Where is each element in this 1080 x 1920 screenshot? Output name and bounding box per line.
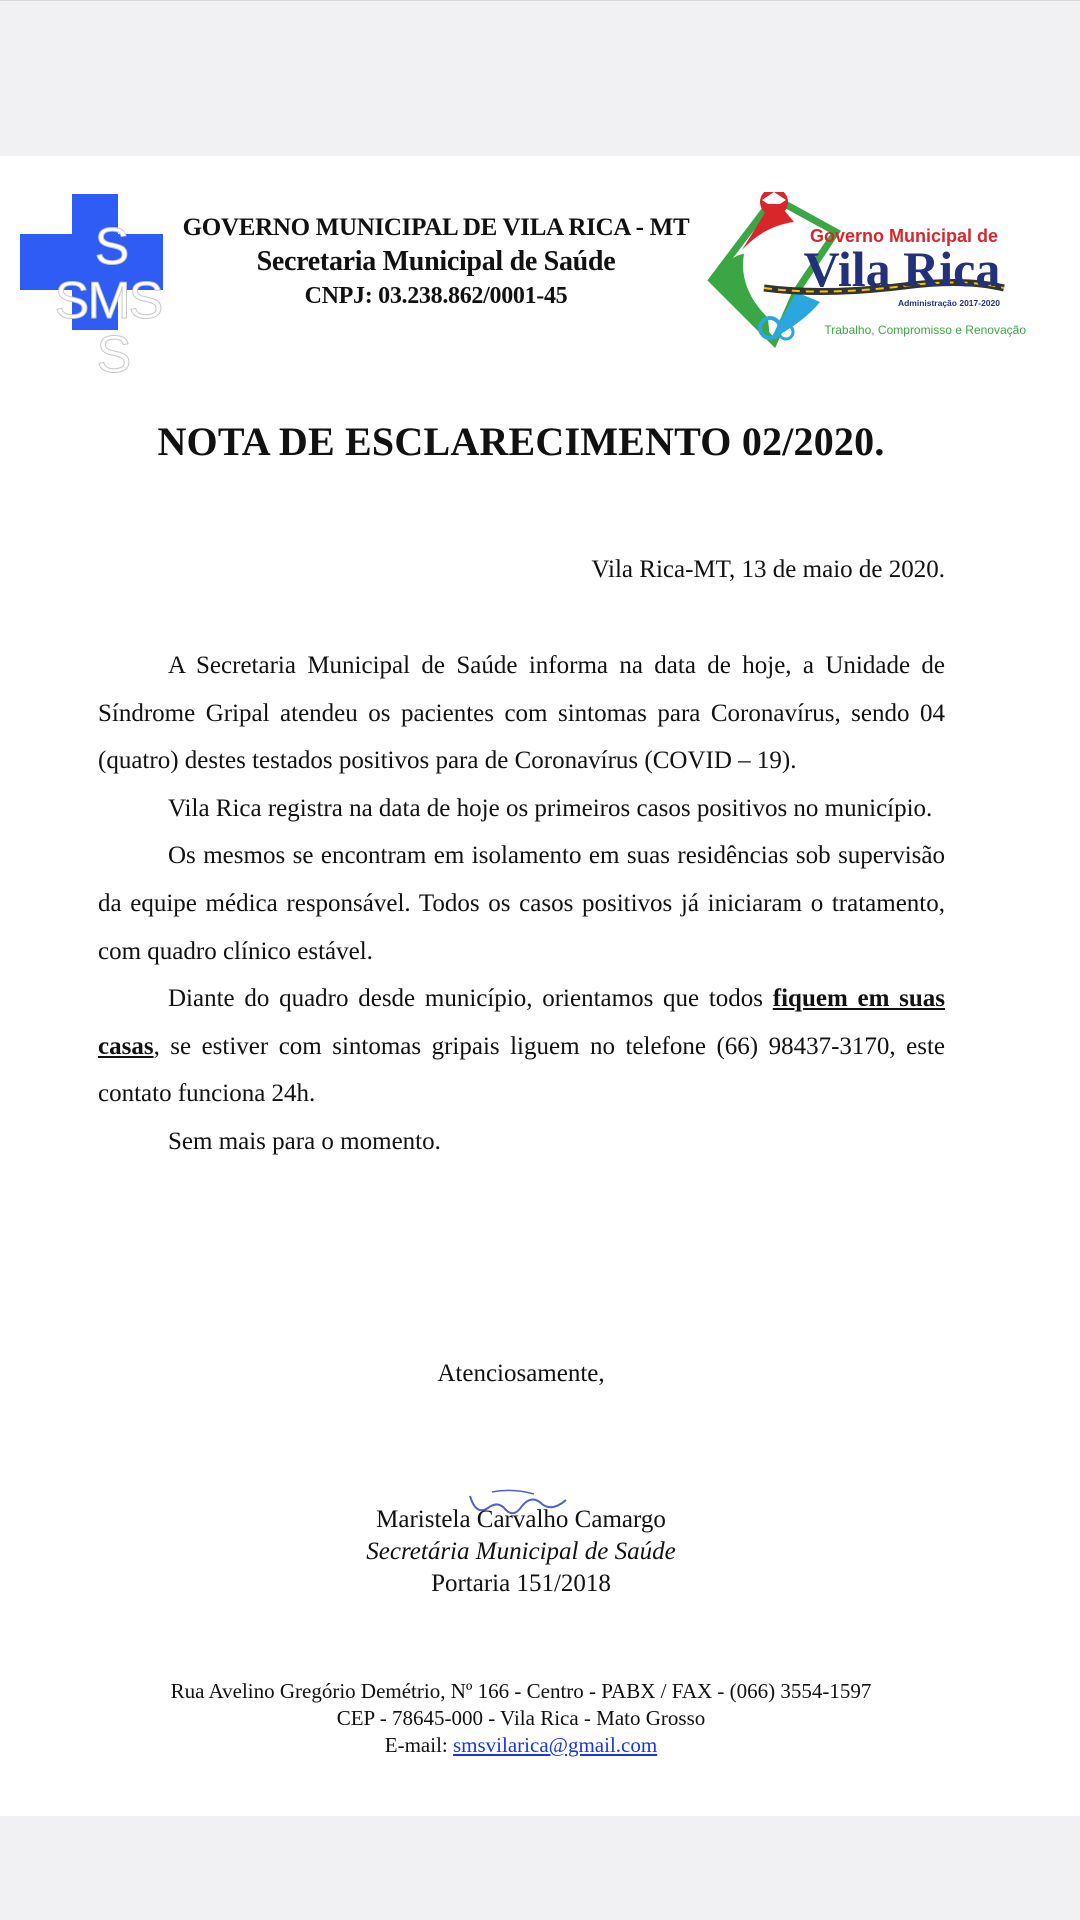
letterhead-cnpj: CNPJ: 03.238.862/0001-45 <box>304 283 568 309</box>
logo-slogan: Trabalho, Compromisso e Renovação <box>824 323 1026 337</box>
footer-address: Rua Avelino Gregório Demétrio, Nº 166 - Centro - PABX / FAX - (066) 3554-1597 <box>170 1679 872 1703</box>
svg-text:S: S <box>96 326 132 384</box>
document-page <box>0 156 1080 1816</box>
footer-cep: CEP - 78645-000 - Vila Rica - Mato Grosso <box>336 1706 706 1730</box>
logo-top-text: Governo Municipal de <box>809 226 999 246</box>
signatory-role: Secretária Municipal de Saúde <box>366 1538 676 1565</box>
document-body <box>98 642 945 1166</box>
vila-rica-logo <box>704 192 1030 354</box>
viewer-bottom-margin <box>0 1816 1080 1920</box>
document-title: NOTA DE ESCLARECIMENTO 02/2020. <box>157 419 885 464</box>
paragraph-4-start: Diante do quadro desde município, orientamos que todos <box>168 985 773 1013</box>
letterhead <box>160 212 712 312</box>
paragraph-1: A Secretaria Municipal de Saúde informa na data de hoje, a Unidade de Síndrome Gripal atendeu os pacientes com sintomas para Coronavírus, sendo 04 (quatro) destes testados positivos para de Coronavírus (COVID – 19). <box>98 652 945 775</box>
date-line: Vila Rica-MT, 13 de maio de 2020. <box>591 556 945 583</box>
closing-salutation: Atenciosamente, <box>437 1360 605 1387</box>
logo-name: Vila Rica <box>803 241 1001 297</box>
paragraph-5: Sem mais para o momento. <box>168 1127 441 1155</box>
footer-email-line <box>0 1732 1042 1759</box>
letterhead-government: GOVERNO MUNICIPAL DE VILA RICA - MT <box>182 214 690 241</box>
viewer-top-margin <box>0 0 1080 157</box>
footer-email-label: E-mail: <box>384 1733 453 1757</box>
svg-text:S: S <box>94 218 130 276</box>
paragraph-4-end: , se estiver com sintomas gripais liguem no telefone (66) 98437-3170, este contato funciona 24h. <box>98 1032 945 1108</box>
letterhead-secretariat: Secretaria Municipal de Saúde <box>256 246 616 277</box>
stay-home-emphasis: fiquem em suas casas <box>98 985 945 1060</box>
paragraph-3: Os mesmos se encontram em isolamento em suas residências sob supervisão da equipe médica responsável. Todos os casos positivos já iniciaram o tratamento, com quadro clínico estável. <box>98 842 945 965</box>
footer <box>0 1678 1042 1759</box>
sms-logo-text: SMS <box>54 272 162 330</box>
signatory-portaria: Portaria 151/2018 <box>431 1570 611 1597</box>
signature-block <box>0 1504 1042 1600</box>
paragraph-2: Vila Rica registra na data de hoje os primeiros casos positivos no município. <box>168 794 933 822</box>
logo-admin: Administração 2017-2020 <box>897 298 1000 308</box>
signatory-name: Maristela Carvalho Camargo <box>376 1506 666 1533</box>
paragraph-4 <box>98 975 945 1118</box>
email-link[interactable]: smsvilarica@gmail.com <box>453 1733 658 1757</box>
